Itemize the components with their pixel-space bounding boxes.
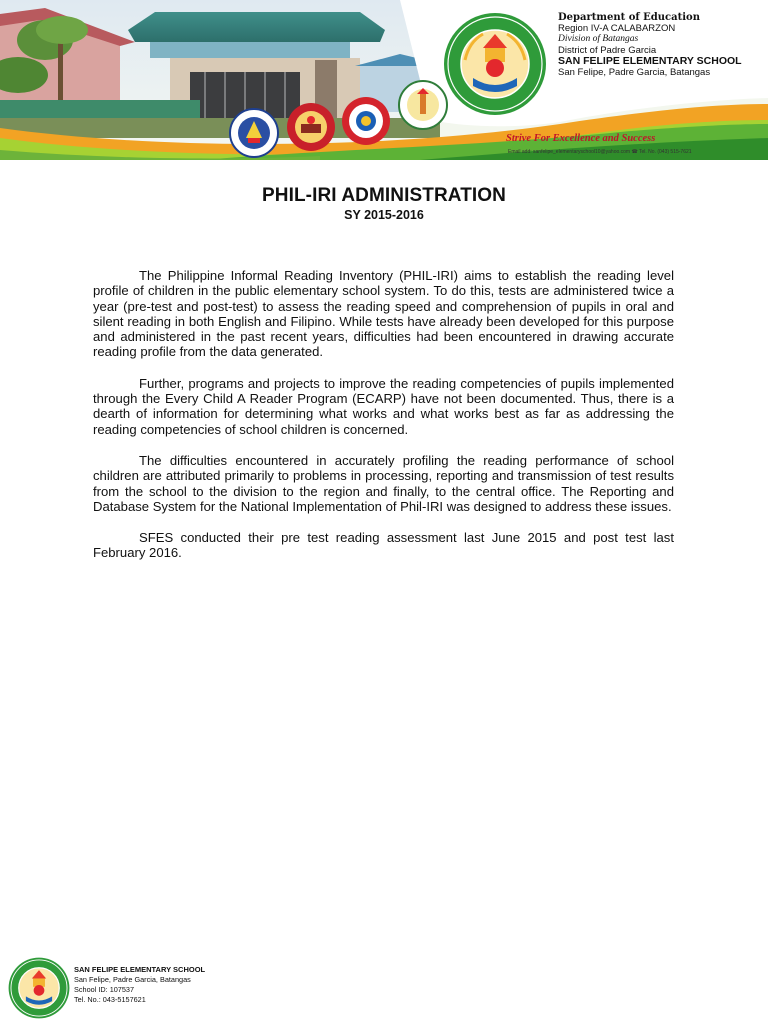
deped-seal-logo (229, 108, 279, 158)
document-body (93, 268, 674, 577)
district-seal-logo (398, 80, 448, 130)
paragraph: The difficulties encountered in accurately profiling the reading performance of school children are attributed primarily to problems in processing, reporting and transmission of test results from the school to the division to the region and finally, to the central office. The Reporting and Database System for the National Implementation of Phil-IRI was designed to address these issues. (93, 452, 674, 514)
paragraph: The Philippine Informal Reading Inventory (PHIL-IRI) aims to establish the reading level profile of children in the public elementary school system. To do this, tests are administered twice a year (pre-test and post-test) to assess the reading speed and comprehension of pupils in oral and silent reading in both English and Filipino. While tests have already been developed for this purpose and administered in the past recent years, difficulties had been encountered in drawing accurate reading profile from the data generated. (93, 268, 674, 360)
header-banner (0, 0, 768, 160)
footer-address: San Felipe, Padre Garcia, Batangas (74, 975, 191, 984)
division-name: Division of Batangas (558, 34, 639, 44)
footer-school-id: School ID: 107537 (74, 985, 135, 994)
school-motto: Strive For Excellence and Success (506, 133, 656, 144)
region-seal-logo (286, 102, 336, 152)
division-seal-logo (341, 96, 391, 146)
footer-info (74, 965, 205, 1005)
footer-school-seal-logo (8, 957, 70, 1019)
school-address: San Felipe, Padre Garcia, Batangas (558, 67, 711, 78)
department-title: Department of Education (558, 12, 700, 23)
contact-info: Email add: sanfelipe_elementaryschool10@yahoo.com ☎ Tel. No. (043) 515-7621 (508, 149, 692, 155)
region-name: Region IV-A CALABARZON (558, 23, 676, 34)
school-name: SAN FELIPE ELEMENTARY SCHOOL (558, 55, 742, 67)
paragraph: SFES conducted their pre test reading assessment last June 2015 and post test last February 2016. (93, 530, 674, 561)
footer-school-name: SAN FELIPE ELEMENTARY SCHOOL (74, 965, 206, 974)
school-seal-logo (443, 12, 547, 116)
school-header-text (558, 12, 763, 78)
district-name: District of Padre Garcia (558, 45, 657, 56)
paragraph: Further, programs and projects to improve the reading competencies of pupils implemented through the Every Child A Reader Program (ECARP) have not been documented. Thus, there is a dearth of information for determining what works and what works best as far as addressing the reading competencies of school children is concerned. (93, 375, 674, 437)
document-subtitle: SY 2015-2016 (344, 208, 424, 222)
document-title: PHIL-IRI ADMINISTRATION (261, 185, 506, 206)
footer-telephone: Tel. No.: 043-5157621 (74, 995, 146, 1004)
